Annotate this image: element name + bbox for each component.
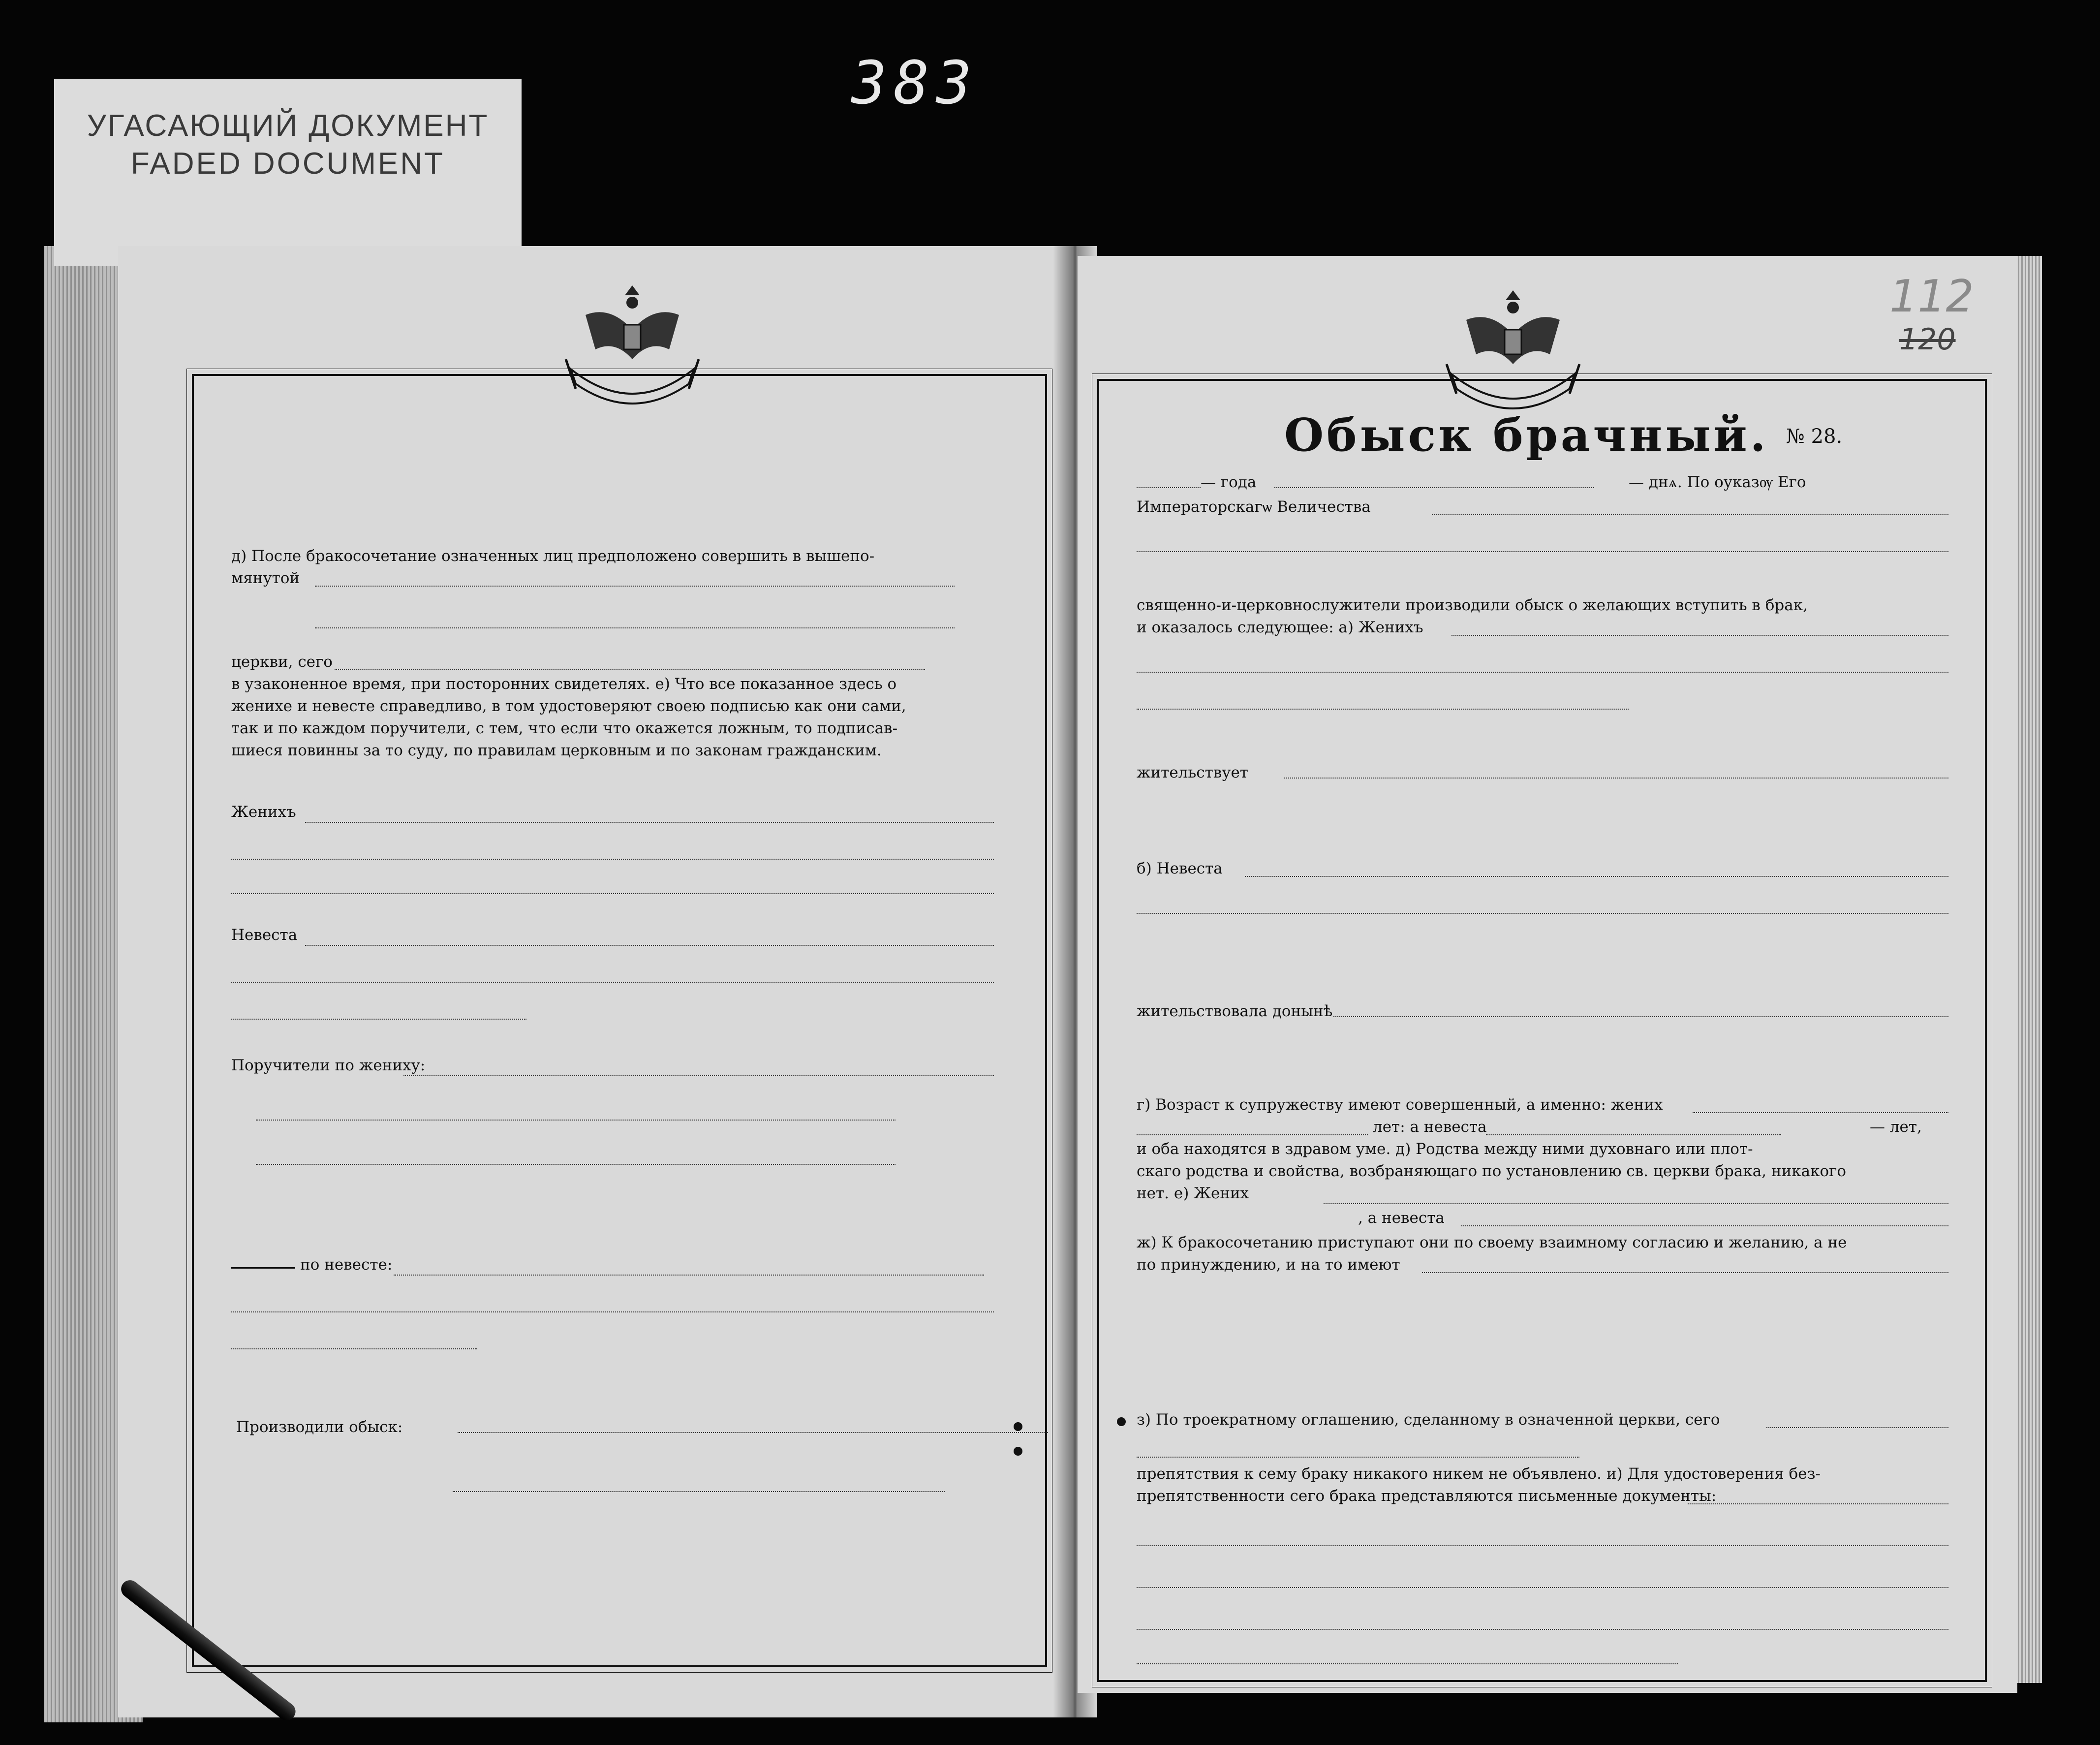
handwriting-line <box>1137 1663 1678 1664</box>
right-clause-i-documents-2: препятственности сего брака представляются письменные документы: <box>1137 1487 1717 1505</box>
handwriting-line <box>1137 1629 1948 1630</box>
frame-number: 383 <box>851 49 979 118</box>
left-bride-label: Невеста <box>231 926 298 944</box>
left-groom-label: Женихъ <box>231 803 296 821</box>
left-page-border <box>192 374 1047 1667</box>
handwriting-line <box>231 893 994 894</box>
right-year-label: — года <box>1201 473 1257 491</box>
faded-document-label <box>54 79 522 266</box>
handwriting-line <box>1461 1225 1948 1226</box>
handwriting-line <box>1137 487 1201 488</box>
handwriting-line <box>1137 709 1629 710</box>
handwriting-line <box>1451 635 1948 636</box>
binding-hole-dot <box>1117 1417 1126 1426</box>
handwriting-line <box>1137 1545 1948 1546</box>
handwriting-line <box>305 822 994 823</box>
handwriting-line <box>1245 876 1948 877</box>
handwriting-line <box>231 1019 526 1020</box>
right-clause-e-bride: , а невеста <box>1358 1209 1445 1227</box>
handwriting-line <box>315 627 955 628</box>
entry-number: № 28. <box>1786 425 1843 448</box>
handwriting-line <box>305 945 994 946</box>
handwriting-line <box>458 1432 1048 1433</box>
right-clause-d-kinship-1: и оба находятся в здравом уме. д) Родства между ними духовнаго или плот- <box>1137 1140 1753 1158</box>
handwriting-line <box>335 669 925 670</box>
right-day-decree: — днѧ. По оуказѹ Его <box>1629 473 1806 491</box>
right-age-years-suffix: — лет, <box>1870 1118 1922 1136</box>
left-page <box>118 246 1073 1717</box>
handwriting-line <box>1284 778 1948 779</box>
left-clause-church: церкви, сего <box>231 653 333 671</box>
faded-label-line-2: FADED DOCUMENT <box>130 147 445 181</box>
right-clause-zh-coercion: по принуждению, и на то имеют <box>1137 1256 1400 1274</box>
handwriting-line <box>1333 1016 1948 1017</box>
handwriting-line <box>1137 551 1948 552</box>
binding-hole-dot <box>1014 1447 1022 1456</box>
handwriting-line <box>1137 1587 1948 1588</box>
left-clause-d-line1: д) После бракосочетание означенных лиц предположено совершить в вышепо- <box>231 547 875 565</box>
handwriting-line <box>256 1164 896 1165</box>
left-groom-guarantors-label: Поручители по жениху: <box>231 1057 426 1074</box>
right-page <box>1078 256 2017 1693</box>
folio-number <box>1889 271 1974 357</box>
left-clause-e-line1: в узаконенное время, при посторонних свидетелях. е) Что все показанное здесь о <box>231 675 897 693</box>
right-age-years-label: лет: а невеста <box>1373 1118 1487 1136</box>
left-bride-guarantors-rule <box>231 1267 295 1269</box>
right-clause-g-age: г) Возраст к супружеству имеют совершенный, а именно: жених <box>1137 1096 1663 1114</box>
folio-old: 120 <box>1899 322 1956 357</box>
handwriting-line <box>453 1491 945 1492</box>
handwriting-line <box>1766 1427 1948 1428</box>
handwriting-line <box>231 982 994 983</box>
handwriting-line <box>403 1075 994 1076</box>
handwriting-line <box>394 1275 984 1276</box>
handwriting-line <box>315 586 955 587</box>
handwriting-line <box>231 859 994 860</box>
right-clause-zh-consent: ж) К бракосочетанию приступают они по своему взаимному согласию и желанию, а не <box>1137 1234 1847 1251</box>
right-clause-b-bride: б) Невеста <box>1137 860 1223 877</box>
right-clause-i-documents-1: препятствия к сему браку никакого никем не объявлено. и) Для удостоверения без- <box>1137 1465 1821 1483</box>
handwriting-line <box>1486 1134 1781 1135</box>
binding-hole-dot <box>1014 1422 1022 1431</box>
left-bride-guarantors-label: по невесте: <box>300 1256 393 1274</box>
right-clergy-statement: священно-и-церковнослужители производили обыск о желающих вступить в брак, <box>1137 596 1808 614</box>
left-conducted-by-label: Производили обыск: <box>236 1418 403 1436</box>
right-clause-a-groom: и оказалось следующее: а) Женихъ <box>1137 619 1423 636</box>
handwriting-line <box>1137 1457 1579 1458</box>
handwriting-line <box>256 1120 896 1121</box>
right-bride-residence-label: жительствовала донынѣ <box>1137 1002 1333 1020</box>
handwriting-line <box>1324 1203 1948 1204</box>
faded-label-line-1: УГАСАЮЩИЙ ДОКУМЕНТ <box>87 109 489 143</box>
handwriting-line <box>1137 1134 1368 1135</box>
right-groom-residence-label: жительствует <box>1137 764 1248 781</box>
left-clause-d-line2: мянутой <box>231 569 300 587</box>
left-clause-e-line4: шиеся повинны за то суду, по правилам церковным и по законам гражданским. <box>231 742 882 759</box>
handwriting-line <box>1422 1272 1948 1273</box>
handwriting-line <box>231 1348 477 1349</box>
right-clause-e-groom: нет. е) Жених <box>1137 1184 1249 1202</box>
document-title: Обыск брачный. <box>1284 408 1769 462</box>
handwriting-line <box>1688 1503 1948 1504</box>
right-imperial-majesty: Императорскагѡ Величества <box>1137 498 1371 516</box>
left-clause-e-line2: женихе и невесте справедливо, в том удостоверяют своею подписью как они сами, <box>231 697 906 715</box>
handwriting-line <box>1432 514 1948 515</box>
handwriting-line <box>1137 913 1948 914</box>
right-clause-d-kinship-2: скаго родства и свойства, возбраняющаго по установлению св. церкви брака, никакого <box>1137 1162 1847 1180</box>
folio-current: 112 <box>1889 271 1974 322</box>
right-clause-z-banns: з) По троекратному оглашению, сделанному в означенной церкви, сего <box>1137 1411 1720 1429</box>
handwriting-line <box>231 1311 994 1312</box>
handwriting-line <box>1274 487 1594 488</box>
handwriting-line <box>1693 1112 1948 1113</box>
left-clause-e-line3: так и по каждом поручители, с тем, что если что окажется ложным, то подписав- <box>231 719 898 737</box>
handwriting-line <box>1137 672 1948 673</box>
